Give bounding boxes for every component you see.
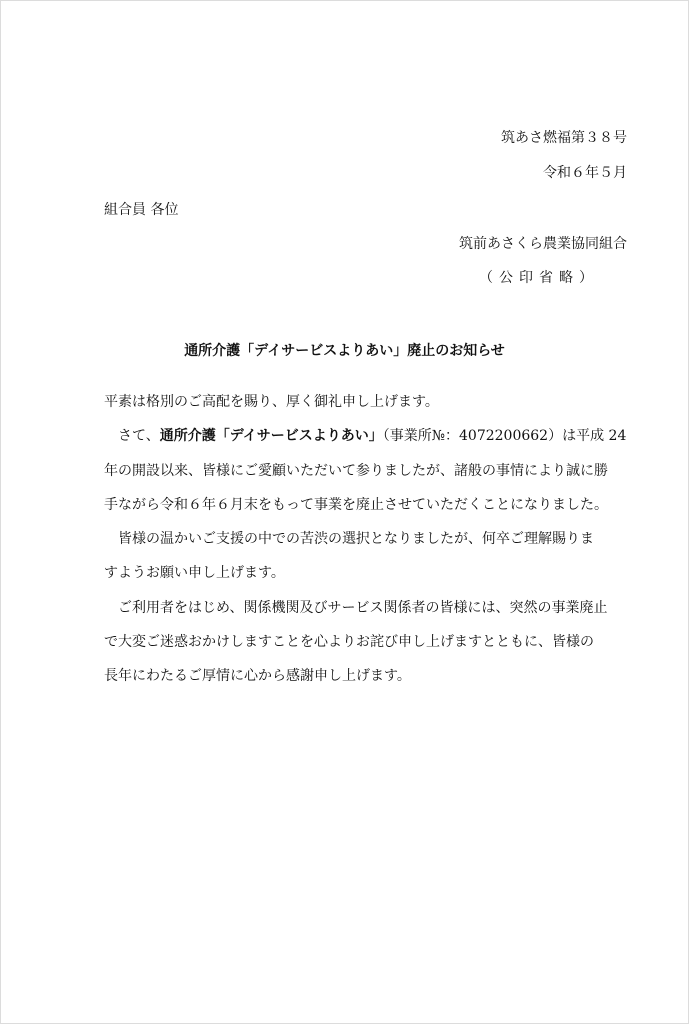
body-line: で大変ご迷惑おかけしますことを心よりお詫び申し上げますとともに、皆様の [104, 634, 594, 651]
body-line-text: ご利用者をはじめ、関係機関及びサービス関係者の皆様には、突然の事業廃止 [118, 599, 608, 616]
service-name: 通所介護「デイサービスよりあい」 [159, 428, 383, 445]
sender-organization: 筑前あさくら農業協同組合 [459, 236, 627, 252]
page-title: 通所介護「デイサービスよりあい」廃止のお知らせ [184, 343, 505, 359]
body-line: 手ながら令和６年６月末をもって事業を廃止させていただくことになりました。 [104, 496, 608, 513]
body-line: すようお願い申し上げます。 [104, 565, 285, 582]
body-line [104, 598, 624, 632]
document-date: 令和６年５月 [543, 165, 627, 181]
body-line: 長年にわたるご厚情に心から感謝申し上げます。 [104, 668, 411, 685]
body-line [104, 426, 627, 460]
body-line [104, 529, 624, 563]
body-line-text: 皆様の温かいご支援の中での苦渋の選択となりましたが、何卒ご理解賜りま [118, 531, 594, 548]
body-line-prefix: さて、 [118, 428, 160, 445]
body-line: 年の開設以来、皆様にご愛顧いただいて参りましたが、諸般の事情により誠に勝 [104, 462, 608, 479]
document-number: 筑あさ燃福第３８号 [501, 130, 627, 146]
recipient: 組合員 各位 [104, 202, 179, 218]
body-line: 平素は格別のご高配を賜り、厚く御礼申し上げます。 [104, 394, 439, 410]
notice-body [104, 392, 627, 701]
seal-omitted-note: （公印省略） [479, 270, 599, 286]
body-line-suffix: （事業所№：4072200662）は平成 24 [382, 428, 627, 445]
